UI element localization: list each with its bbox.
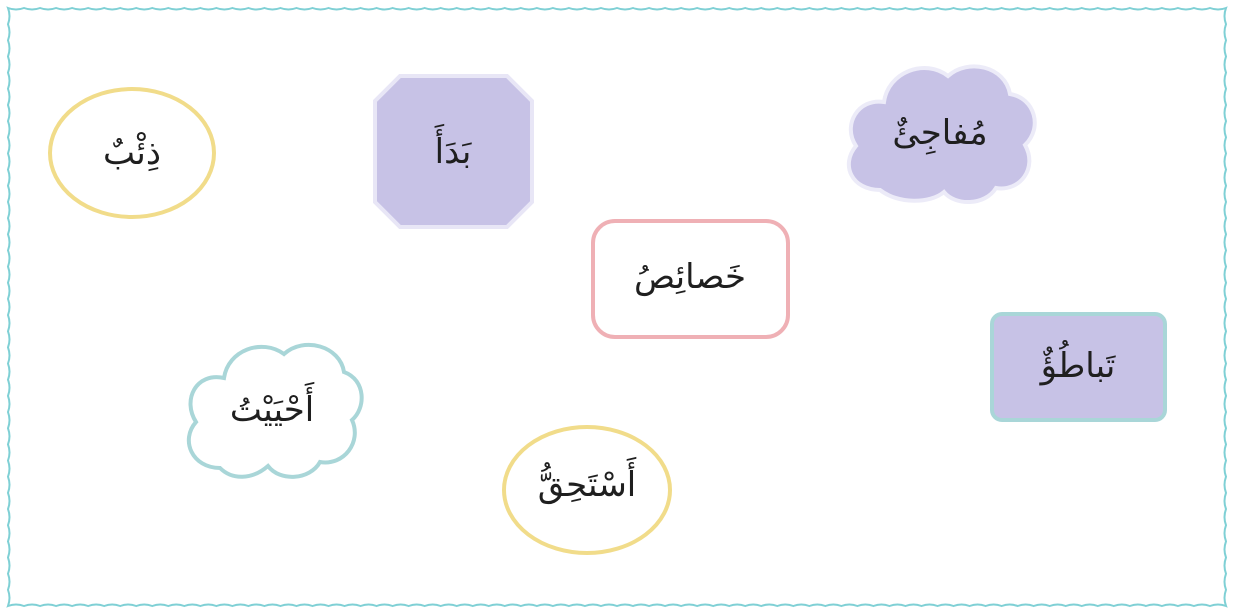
word-bada-a: بَدَأَ — [434, 132, 472, 172]
word-ahyaytu: أَحْيَيْتُ — [229, 390, 315, 430]
word-tabatu: تَباطُؤٌ — [1040, 346, 1116, 386]
word-astahiqq: أَسْتَحِقُّ — [537, 465, 637, 505]
word-khasais: خَصائِصُ — [634, 257, 746, 297]
word-dhi-b: ذِئْبٌ — [103, 133, 161, 173]
word-mufaji: مُفاجِئٌ — [892, 113, 988, 153]
